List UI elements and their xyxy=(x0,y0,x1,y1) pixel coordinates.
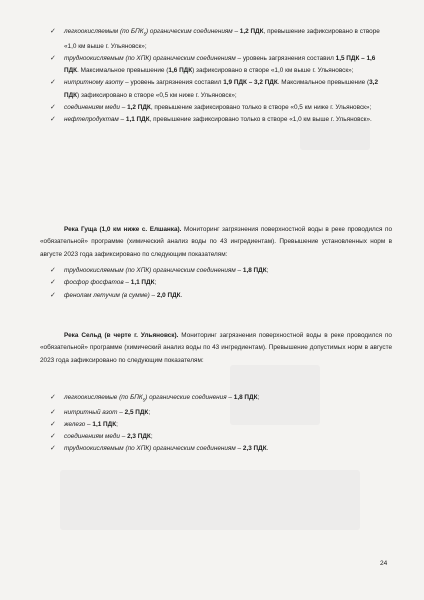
list-item-text: 1,8 ПДК xyxy=(233,394,258,401)
list-item-text: соединениям меди xyxy=(64,104,120,112)
checkmark-icon: ✓ xyxy=(50,79,56,87)
list-item-text: 1,2 ПДК xyxy=(127,104,151,112)
checkmark-icon: ✓ xyxy=(50,104,56,112)
list-item-text: – xyxy=(123,279,131,287)
list-item-text: . xyxy=(180,291,183,299)
list-item-text: легкоокисляемые (по БПК xyxy=(64,394,143,401)
list-item-text: легкоокисляемым (по БПК xyxy=(64,28,144,35)
list-item-text: – xyxy=(119,433,128,441)
pollutant-list-volga xyxy=(50,26,390,127)
list-item-text: . Максимальное превышение ( xyxy=(277,79,370,87)
list-item-text: ; xyxy=(257,394,260,401)
list-item-text: 1,1 ПДК xyxy=(125,116,150,124)
page-number: 24 xyxy=(380,560,388,567)
list-item xyxy=(50,392,390,407)
list-item-text: – уровень загрязнения составил xyxy=(123,79,224,87)
checkmark-icon: ✓ xyxy=(50,394,56,401)
checkmark-icon: ✓ xyxy=(50,420,56,428)
list-item-text: , превышение зафиксировано только в створе «1,0 км выше г. Ульяновск». xyxy=(149,116,372,124)
list-item xyxy=(50,419,390,431)
list-item-text: трудноокисляемым (по ХПК) органическим соединениям xyxy=(64,445,236,453)
list-item-text: ; xyxy=(116,420,118,428)
list-item-text: , превышение зафиксировано в створе «1,0 км выше г. Ульяновск»; xyxy=(64,28,380,50)
checkmark-icon: ✓ xyxy=(50,267,56,274)
checkmark-icon: ✓ xyxy=(50,279,56,287)
list-item xyxy=(50,407,390,419)
list-item-text: 1,2 ПДК xyxy=(239,28,264,35)
list-item-text: нитритный азот xyxy=(64,408,118,416)
list-item xyxy=(50,290,390,302)
list-item-text: 2,3 ПДК xyxy=(242,445,267,453)
list-item-text: – xyxy=(226,394,234,401)
pollutant-list-gushcha xyxy=(50,265,390,302)
paragraph-gushcha xyxy=(40,224,392,261)
list-item xyxy=(50,26,390,53)
list-item xyxy=(50,431,390,443)
list-item-text: ) органические соединения xyxy=(145,394,227,401)
checkmark-icon: ✓ xyxy=(50,408,56,416)
heading-seld: Река Сельд (в черте г. Ульяновск). xyxy=(64,332,179,339)
list-item xyxy=(50,53,390,78)
paragraph-seld xyxy=(40,330,392,367)
list-item-text: ; xyxy=(266,267,269,274)
list-item-text: 2,5 ПДК xyxy=(124,408,149,416)
list-item-text: 1,1 ПДК xyxy=(92,420,117,428)
list-item-text: ) зафиксировано в створе «0,5 км ниже г. Ульяновск»; xyxy=(77,91,237,99)
list-item-text: , превышение зафиксировано только в створе «0,5 км ниже г. Ульяновск»; xyxy=(150,104,372,112)
checkmark-icon: ✓ xyxy=(50,433,56,441)
list-item xyxy=(50,443,390,455)
list-item-text: 3,2 ПДК xyxy=(64,79,378,99)
list-item-text: ; xyxy=(148,408,151,416)
list-item-text: 1,8 ПДК xyxy=(242,267,267,274)
list-item-text: 5 xyxy=(142,397,146,403)
checkmark-icon: ✓ xyxy=(50,28,56,35)
checkmark-icon: ✓ xyxy=(50,54,56,62)
list-item-text: 2,0 ПДК xyxy=(156,291,181,299)
list-item-text: – xyxy=(119,104,128,112)
list-item xyxy=(50,102,390,114)
list-item-text: – xyxy=(235,445,243,453)
list-item-text: – xyxy=(85,420,93,428)
list-item-text: 1,5 ПДК – 1,6 ПДК xyxy=(64,54,376,75)
list-item-text: фенолам летучим (в сумме) xyxy=(64,291,150,299)
list-item-text: нитритному азоту xyxy=(64,79,124,87)
list-item-text: 5 xyxy=(143,31,146,37)
pollutant-list-seld xyxy=(50,392,390,456)
checkmark-icon: ✓ xyxy=(50,116,56,124)
list-item-text: – xyxy=(235,267,243,274)
list-item-text: – xyxy=(118,116,126,124)
heading-gushcha: Река Гуща (1,0 км ниже с. Елшанка). xyxy=(64,226,182,233)
list-item-text: 1,6 ПДК xyxy=(168,67,193,75)
list-item-text: фосфор фосфатов xyxy=(64,279,124,287)
list-item-text: ; xyxy=(150,433,153,441)
list-item-text: ) органическим соединениям xyxy=(146,28,233,35)
list-item-text: железо xyxy=(64,420,86,428)
list-item-text: 1,1 ПДК xyxy=(130,279,155,287)
list-item-text: – уровень загрязнения составил xyxy=(235,54,336,62)
list-item-text: . xyxy=(266,445,269,453)
body-seld: Мониторинг загрязнения поверхностной воды в реке проводился по «обязательной» программе (химический анализ воды по 43 ингредиентам). Превышение допустимых норм в августе 2023 года зафиксировано по следующим показателям: xyxy=(40,332,392,364)
list-item-text: нефтепродуктам xyxy=(64,116,119,124)
list-item xyxy=(50,77,390,102)
list-item-text: – xyxy=(149,291,157,299)
list-item-text: – xyxy=(117,408,125,416)
body-gushcha: Мониторинг загрязнения поверхностной воды в реке проводился по «обязательной» программе (химический анализ воды по 43 ингредиентам). Превышение установленных норм в августе 2023 года зафиксировано по следующим показателям: xyxy=(40,226,393,258)
list-item-text: 1,9 ПДК – 3,2 ПДК xyxy=(223,79,278,87)
checkmark-icon: ✓ xyxy=(50,445,56,453)
checkmark-icon: ✓ xyxy=(50,291,56,299)
list-item xyxy=(50,265,390,277)
list-item-text: ; xyxy=(154,279,157,287)
list-item-text: трудноокисляемым (по ХПК) органическим соединениям xyxy=(64,54,236,62)
list-item-text: . Максимальное превышение ( xyxy=(77,67,169,75)
list-item-text: – xyxy=(232,28,240,35)
list-item-text: соединениям меди xyxy=(64,433,120,441)
list-item xyxy=(50,114,390,126)
list-item xyxy=(50,277,390,289)
list-item-text: ) зафиксировано в створе «1,0 км выше г. Ульяновск»; xyxy=(192,67,354,75)
scan-stain xyxy=(60,470,360,530)
list-item-text: 2,3 ПДК xyxy=(127,433,151,441)
list-item-text: трудноокисляемым (по ХПК) органическим соединениям xyxy=(64,267,236,274)
